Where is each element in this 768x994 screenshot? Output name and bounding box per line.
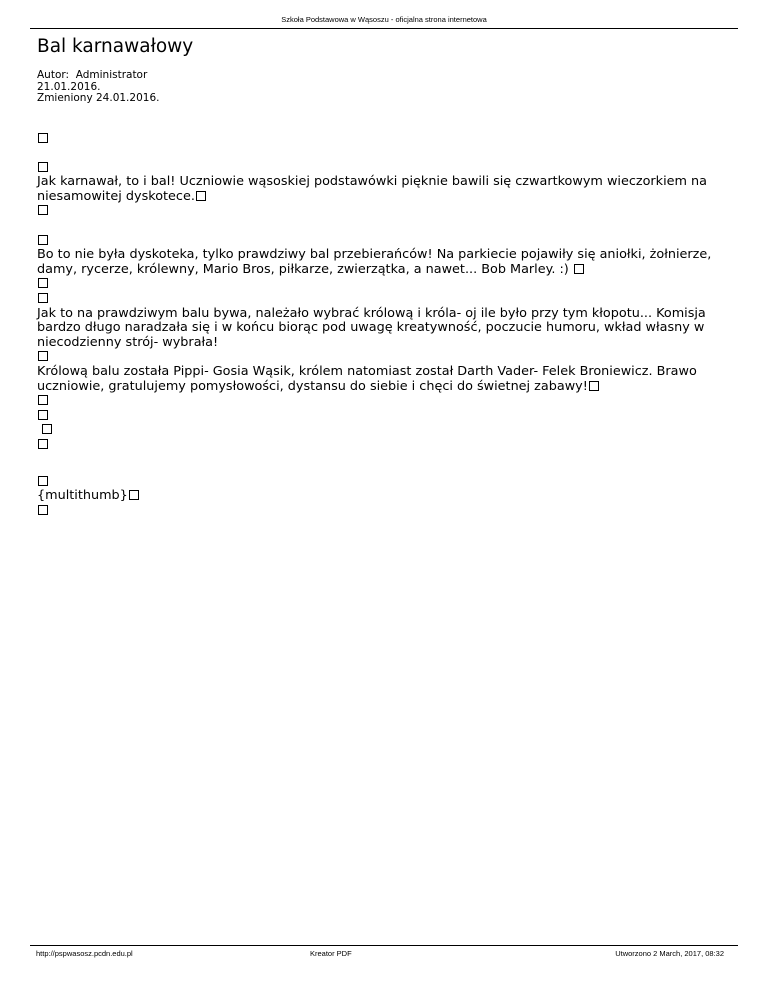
- missing-glyph-icon: [38, 476, 48, 486]
- paragraph: Bo to nie była dyskoteka, tylko prawdziwy bal przebierańców! Na parkiecie pojawiły się aniołki, żołnierze, damy, rycerze, królewny, Mario Bros, piłkarze, zwierzątka, a nawet... Bob Marley. :): [37, 247, 716, 277]
- missing-glyph-icon: [38, 205, 48, 215]
- paragraph: Jak to na prawdziwym balu bywa, należało wybrać królową i króla- oj ile było przy tym kłopotu... Komisja bardzo długo naradzała się i w końcu biorąc pod uwagę kreatywność, poczucie humoru, wkład własny w niecodzienny strój- wybrała!: [37, 305, 710, 350]
- author-line: Autor: Administrator: [37, 69, 148, 81]
- missing-glyph-icon: [38, 235, 48, 245]
- missing-glyph-icon: [38, 162, 48, 172]
- missing-glyph-icon: [38, 410, 48, 420]
- footer-url: http://pspwasosz.pcdn.edu.pl: [36, 949, 133, 958]
- missing-glyph-icon: [589, 381, 599, 391]
- missing-glyph-icon: [38, 351, 48, 361]
- missing-glyph-icon: [42, 424, 52, 434]
- paragraph: Jak karnawał, to i bal! Uczniowie wąsoskiej podstawówki pięknie bawili się czwartkowym wieczorkiem na niesamowitej dyskotece.: [37, 174, 712, 204]
- article-meta: [37, 70, 737, 105]
- missing-glyph-icon: [574, 264, 584, 274]
- page-header: [30, 14, 738, 29]
- missing-glyph-icon: [38, 505, 48, 515]
- missing-glyph-icon: [196, 191, 206, 201]
- article: [37, 34, 737, 518]
- modified-line: Zmieniony 24.01.2016.: [37, 92, 160, 104]
- missing-glyph-icon: [38, 278, 48, 288]
- multithumb-placeholder: {multithumb}: [37, 489, 737, 504]
- page-footer: [30, 945, 738, 962]
- date-line: 21.01.2016.: [37, 80, 101, 93]
- missing-glyph-icon: [38, 293, 48, 303]
- article-title: Bal karnawałowy: [37, 36, 194, 57]
- missing-glyph-icon: [38, 439, 48, 449]
- article-body: [37, 132, 737, 519]
- paragraph: Królową balu została Pippi- Gosia Wąsik, królem natomiast został Darth Vader- Felek Broniewicz. Brawo uczniowie, gratulujemy pomysłowości, dystansu do siebie i chęci do świetnej zabawy!: [37, 364, 701, 394]
- missing-glyph-icon: [38, 395, 48, 405]
- missing-glyph-icon: [129, 490, 139, 500]
- missing-glyph-icon: [38, 133, 48, 143]
- site-title: Szkoła Podstawowa w Wąsoszu - oficjalna strona internetowa: [281, 15, 487, 24]
- footer-generator: Kreator PDF: [310, 949, 352, 958]
- footer-created: Utworzono 2 March, 2017, 08:32: [615, 949, 724, 958]
